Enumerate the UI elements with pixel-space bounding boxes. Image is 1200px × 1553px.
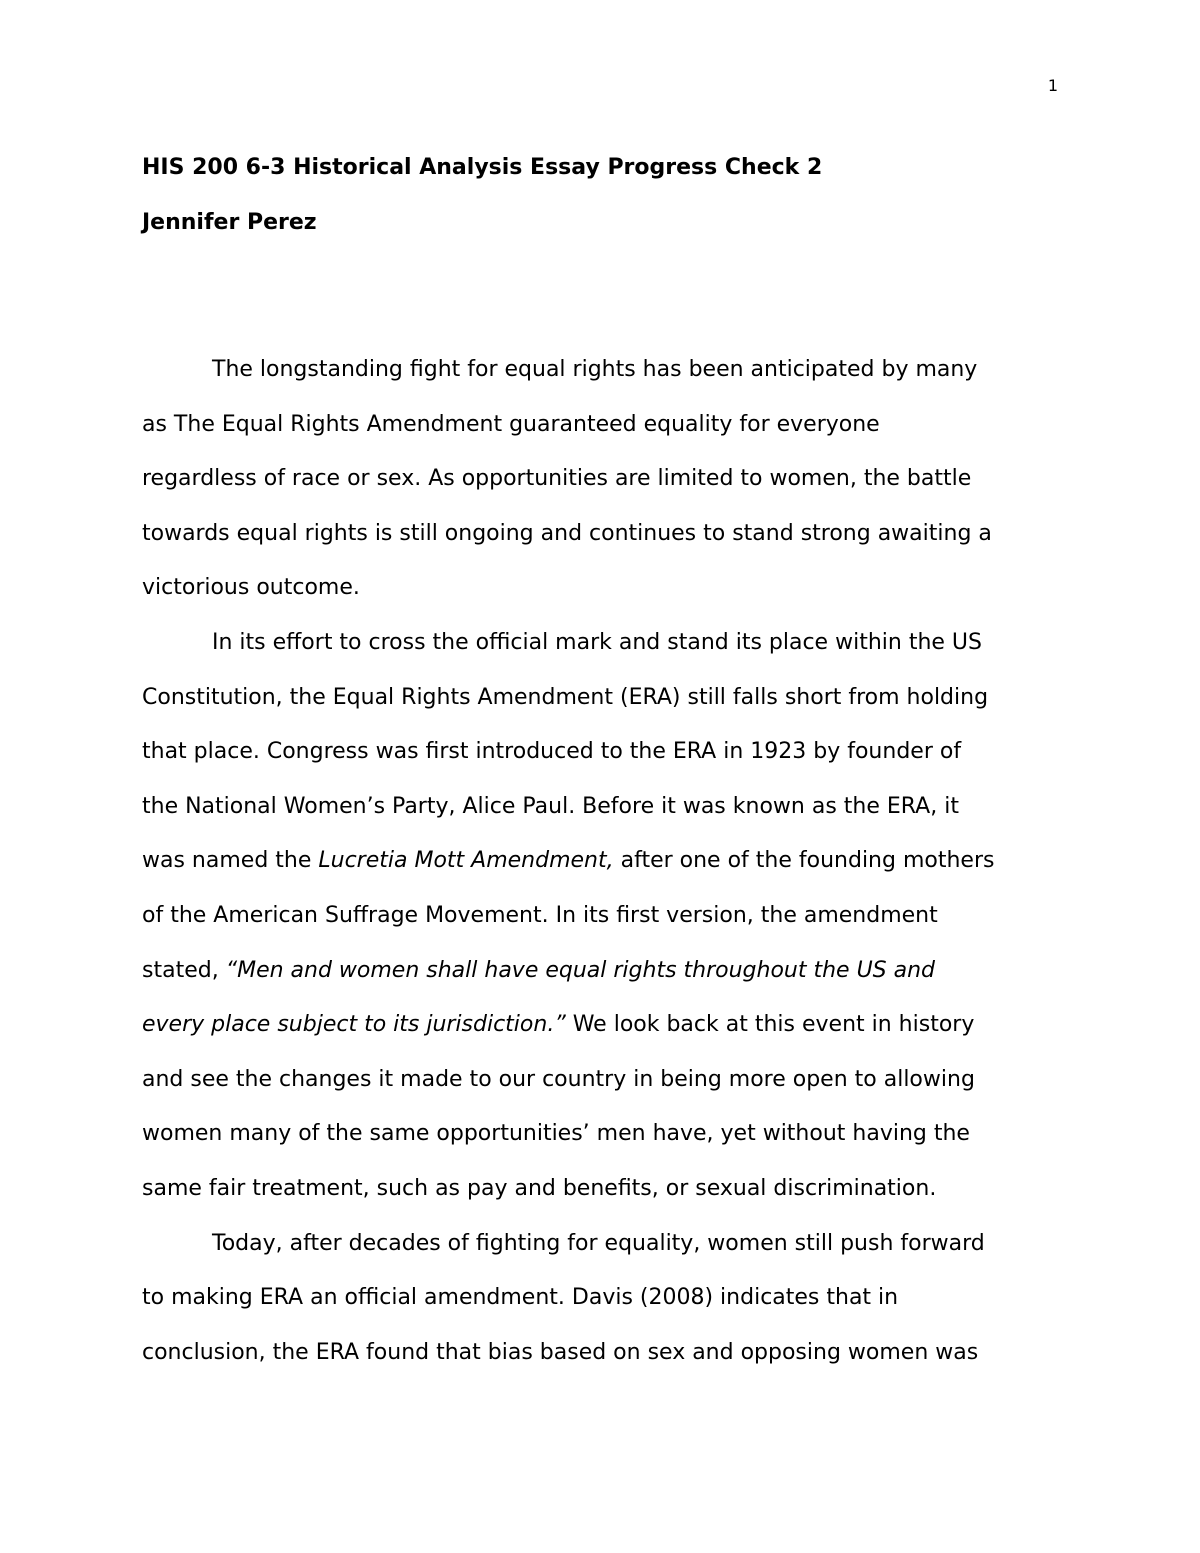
document-header xyxy=(142,140,1062,250)
line-text: We look back at this event in history xyxy=(565,1012,975,1038)
line-text: was named the xyxy=(142,848,319,874)
body-line xyxy=(142,944,1082,999)
body-line xyxy=(142,998,1082,1053)
line-text: after one of the founding mothers xyxy=(613,848,995,874)
body-line: as The Equal Rights Amendment guaranteed equality for everyone xyxy=(142,411,880,437)
amendment-name: Lucretia Mott Amendment, xyxy=(318,848,614,874)
body-line: Constitution, the Equal Rights Amendment (ERA) still falls short from holding xyxy=(142,684,989,710)
body-line xyxy=(142,834,1082,889)
essay-body xyxy=(142,343,1082,1380)
body-line: conclusion, the ERA found that bias based on sex and opposing women was xyxy=(142,1339,979,1365)
body-line: regardless of race or sex. As opportunities are limited to women, the battle xyxy=(142,466,972,492)
body-line: of the American Suffrage Movement. In its first version, the amendment xyxy=(142,902,938,928)
body-line: In its effort to cross the official mark and stand its place within the US xyxy=(212,629,982,655)
body-line: towards equal rights is still ongoing and continues to stand strong awaiting a xyxy=(142,520,992,546)
body-line: the National Women’s Party, Alice Paul. Before it was known as the ERA, it xyxy=(142,793,959,819)
body-line: to making ERA an official amendment. Davis (2008) indicates that in xyxy=(142,1285,899,1311)
line-text: stated, xyxy=(142,957,226,983)
body-line: victorious outcome. xyxy=(142,575,360,601)
amendment-quote: every place subject to its jurisdiction.” xyxy=(142,1012,566,1038)
page-number: 1 xyxy=(1047,76,1058,95)
body-line: and see the changes it made to our country in being more open to allowing xyxy=(142,1066,975,1092)
author-name: Jennifer Perez xyxy=(142,210,317,235)
body-line: Today, after decades of fighting for equality, women still push forward xyxy=(212,1230,985,1256)
essay-title: HIS 200 6-3 Historical Analysis Essay Progress Check 2 xyxy=(142,155,823,180)
body-line: same fair treatment, such as pay and benefits, or sexual discrimination. xyxy=(142,1175,937,1201)
amendment-quote: “Men and women shall have equal rights throughout the US and xyxy=(225,957,936,983)
body-line: that place. Congress was first introduced to the ERA in 1923 by founder of xyxy=(142,739,962,765)
body-line: The longstanding fight for equal rights has been anticipated by many xyxy=(212,357,978,382)
body-line: women many of the same opportunities’ men have, yet without having the xyxy=(142,1121,970,1147)
